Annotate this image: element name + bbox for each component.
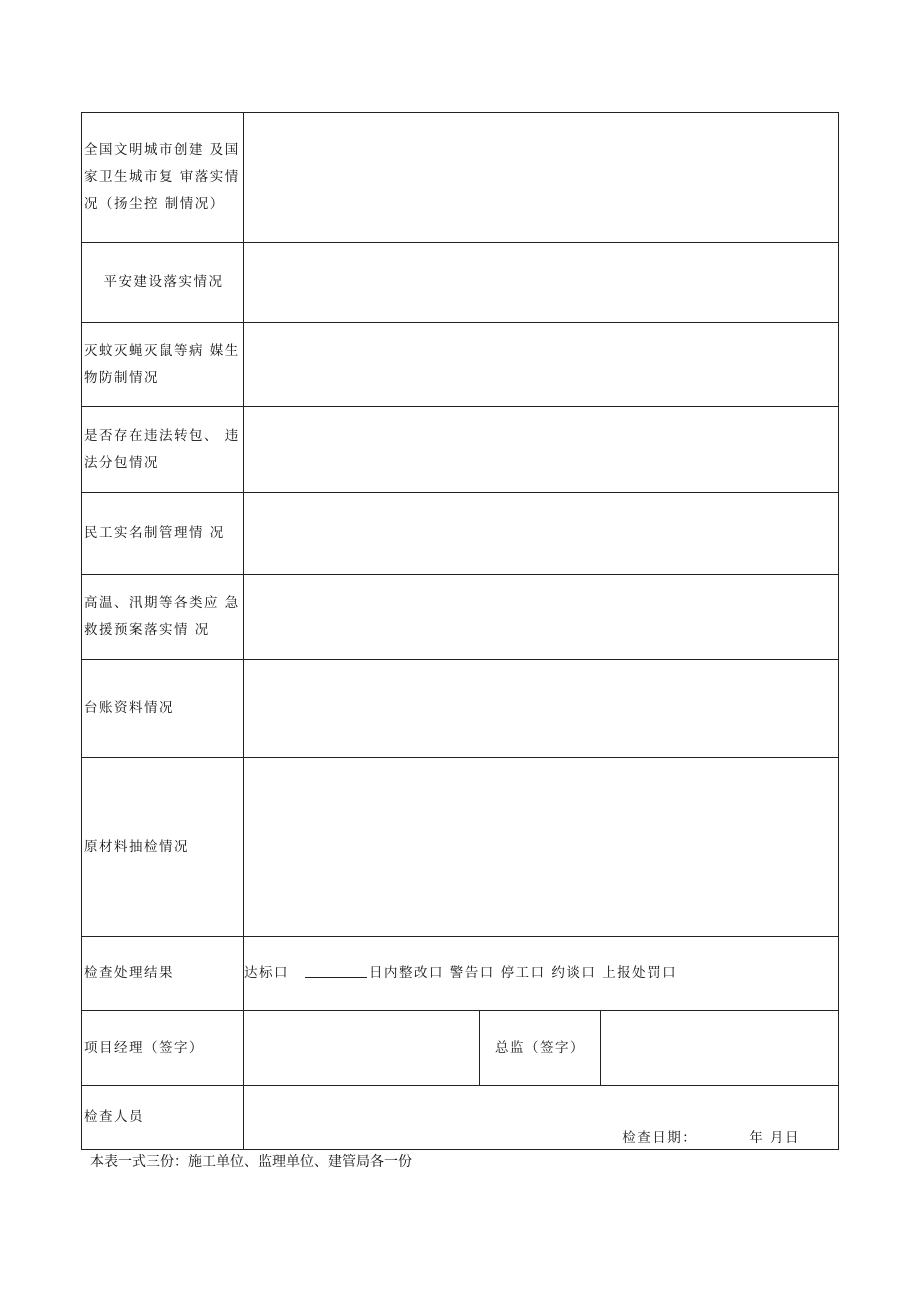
ledger-label: 台账资料情况 [82,660,244,758]
inspection-form-table [81,112,839,1150]
row-civilization [82,113,839,243]
option-rectify[interactable]: 日内整改口 [369,965,444,981]
row-pest [82,323,839,407]
ledger-field[interactable] [244,660,839,758]
option-interview[interactable]: 约谈口 [551,965,597,981]
material-field[interactable] [244,758,839,937]
pest-label: 灭蚊灭蝇灭鼠等病 媒生物防制情况 [82,323,244,407]
worker-field[interactable] [244,493,839,575]
material-label: 原材料抽检情况 [82,758,244,937]
inspector-label: 检查人员 [82,1086,244,1150]
row-subcontract [82,407,839,493]
option-warning[interactable]: 警告口 [449,965,495,981]
safety-label: 平安建设落实情况 [82,243,244,323]
chief-signature-label: 总监（签字） [480,1011,601,1086]
result-label: 检查处理结果 [82,937,244,1011]
inspector-field[interactable] [244,1086,839,1150]
civilization-label: 全国文明城市创建 及国家卫生城市复 审落实情况（扬尘控 制情况） [82,113,244,243]
rectify-days-blank[interactable] [305,977,367,978]
pm-signature-label: 项目经理（签字） [82,1011,244,1086]
form-footnote: 本表一式三份：施工单位、监理单位、建管局各一份 [90,1154,412,1170]
subcontract-label: 是否存在违法转包、 违法分包情况 [82,407,244,493]
date-year: 年 [749,1130,765,1146]
safety-field[interactable] [244,243,839,323]
date-month-day: 月日 [770,1130,801,1146]
chief-signature-field[interactable] [601,1011,839,1086]
worker-label: 民工实名制管理情 况 [82,493,244,575]
emergency-field[interactable] [244,575,839,660]
date-label: 检查日期： [622,1130,698,1146]
row-result [82,937,839,1011]
option-stop[interactable]: 停工口 [500,965,546,981]
row-emergency [82,575,839,660]
row-worker [82,493,839,575]
option-report[interactable]: 上报处罚口 [602,965,678,981]
pest-field[interactable] [244,323,839,407]
option-pass[interactable]: 达标口 [244,965,289,981]
pm-signature-field[interactable] [244,1011,480,1086]
emergency-label: 高温、汛期等各类应 急救援预案落实情 况 [82,575,244,660]
civilization-field[interactable] [244,113,839,243]
row-safety [82,243,839,323]
row-inspector [82,1086,839,1150]
result-options [244,937,839,1011]
row-ledger [82,660,839,758]
subcontract-field[interactable] [244,407,839,493]
inspection-date [622,1129,800,1147]
row-material [82,758,839,937]
row-signature [82,1011,839,1086]
